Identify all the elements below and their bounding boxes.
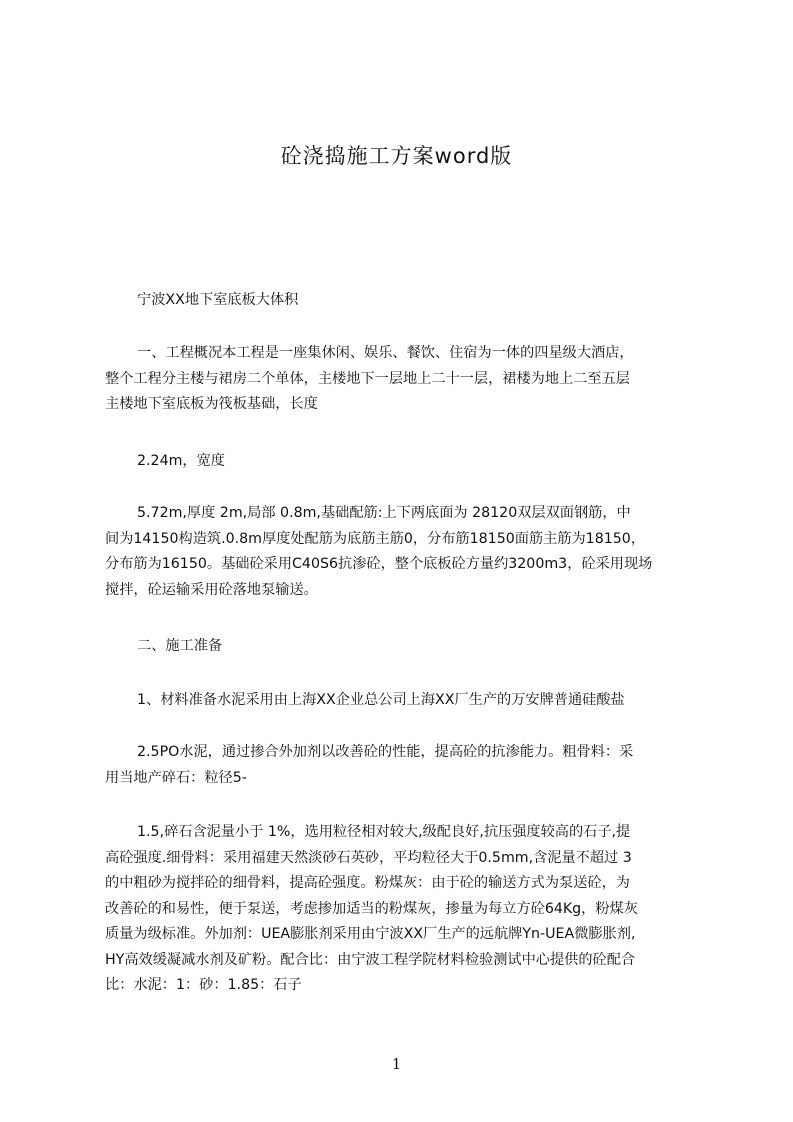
paragraph-line: 主楼地下室底板为筏板基础，长度 — [105, 396, 318, 412]
paragraph — [105, 501, 700, 603]
paragraph-line: 改善砼的和易性，便于泵送，考虑掺加适当的粉煤灰，掺量为每立方砼64Kg，粉煤灰 — [105, 900, 638, 917]
paragraph-line: 分布筋为16150。基础砼采用C40S6抗渗砼，整个底板砼方量约3200m3，砼采用现场 — [105, 556, 653, 572]
paragraph-line: 2.5PO水泥，通过掺合外加剂以改善砼的性能，提高砼的抗渗能力。粗骨料：采 — [137, 744, 634, 760]
paragraph-line: 一、工程概况本工程是一座集休闲、娱乐、餐饮、住宿为一体的四星级大酒店， — [137, 345, 634, 361]
page-number: 1 — [391, 1055, 402, 1073]
paragraph — [105, 740, 700, 791]
paragraph-line: 比：水泥：1：砂：1.85：石子 — [105, 977, 302, 993]
paragraph-line: 1.5,碎石含泥量小于 1%，选用粒径相对较大,级配良好,抗压强度较高的石子,提 — [137, 824, 631, 840]
paragraph-line: 质量为级标准。外加剂：UEA膨胀剂采用由宁波XX厂生产的远航牌Yn-UEA微膨胀剂, — [105, 926, 636, 942]
document-title: 砼浇捣施工方案word版 — [280, 144, 513, 168]
paragraph — [105, 288, 700, 314]
paragraph-line: 的中粗砂为搅拌砼的细骨料，提高砼强度。粉煤灰：由于砼的输送方式为泵送砼，为 — [105, 875, 630, 891]
paragraph-line: 高砼强度.细骨料：采用福建天然淡砂石英砂，平均粒径大于0.5mm,含泥量不超过 3 — [105, 849, 632, 866]
paragraph-line: 二、施工准备 — [137, 638, 223, 654]
paragraph-line: 5.72m,厚度 2m,局部 0.8m,基础配筋:上下两底面为 28120双层双面钢筋，中 — [137, 505, 631, 521]
section-heading — [105, 634, 700, 660]
paragraph-line: 2.24m，宽度 — [137, 453, 225, 469]
paragraph-line: 间为14150构造筑.0.8m厚度处配筋为底筋主筋0，分布筋18150面筋主筋为18150， — [105, 530, 646, 547]
paragraph — [105, 449, 700, 475]
paragraph-line: 整个工程分主楼与裙房二个单体，主楼地下一层地上二十一层，裙楼为地上二至五层 — [105, 370, 630, 387]
paragraph — [105, 341, 700, 418]
paragraph — [105, 820, 700, 999]
paragraph-line: 搅拌，砼运输采用砼落地泵输送。 — [105, 581, 318, 598]
paragraph-line: 1、材料准备水泥采用由上海XX企业总公司上海XX厂生产的万安牌普通硅酸盐 — [137, 692, 625, 708]
paragraph-line: 宁波XX地下室底板大体积 — [137, 292, 299, 308]
paragraph-line: HY高效缓凝减水剂及矿粉。配合比：由宁波工程学院材料检验测试中心提供的砼配合 — [105, 951, 636, 968]
paragraph-line: 用当地产碎石：粒径5- — [105, 769, 247, 786]
paragraph — [105, 688, 700, 714]
